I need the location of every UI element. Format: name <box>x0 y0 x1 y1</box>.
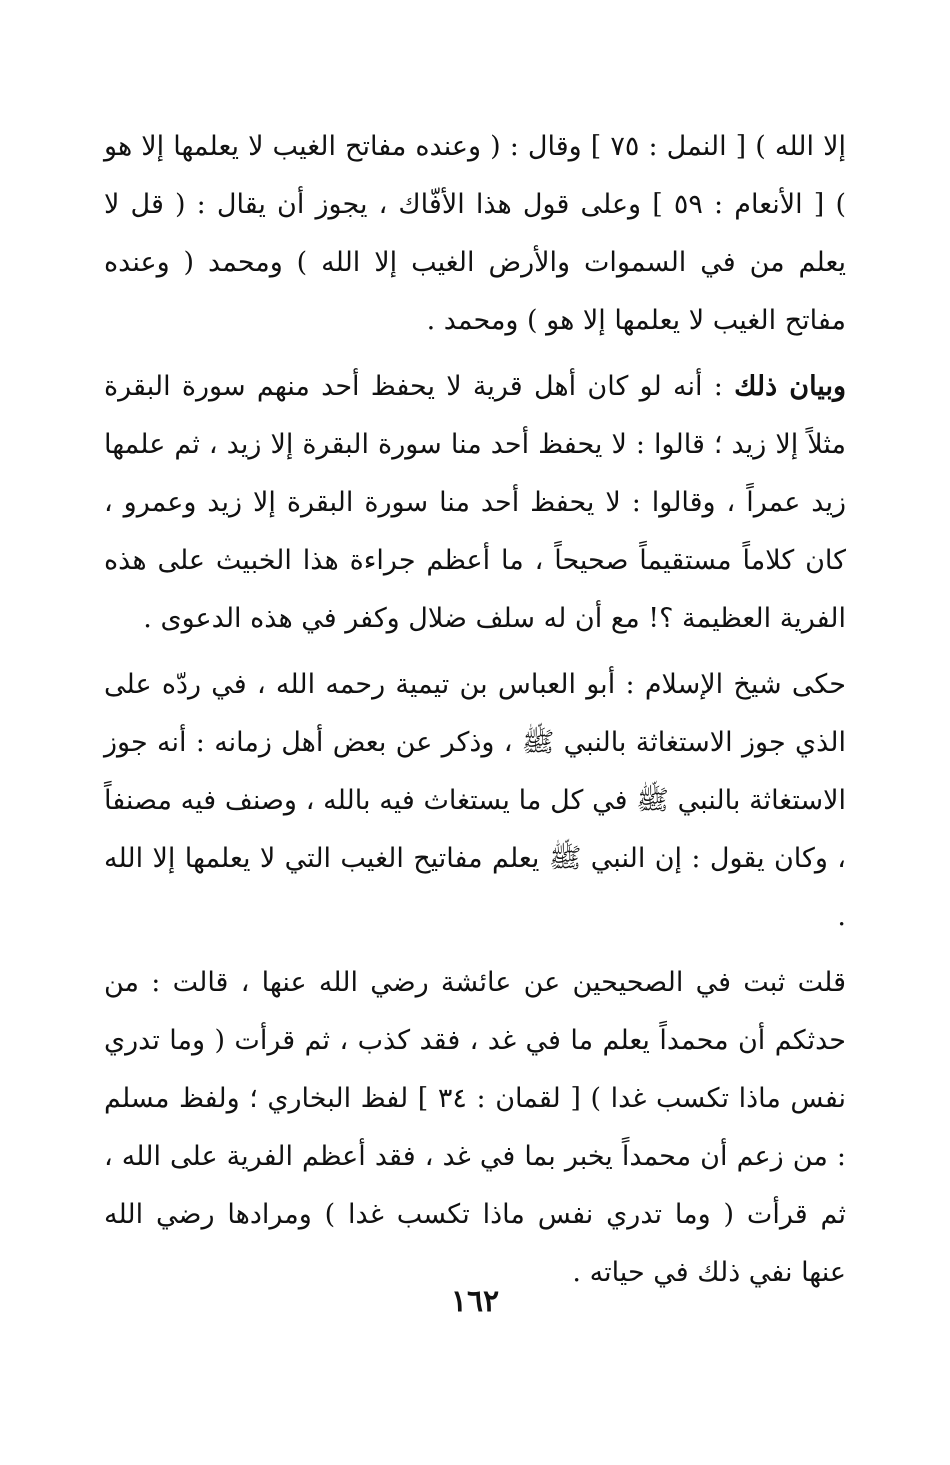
page-body <box>104 118 846 1302</box>
paragraph-4-text: قلت ثبت في الصحيحين عن عائشة رضي الله عنها ، قالت : من حدثكم أن محمداً يعلم ما في غد ، فقد كذب ، ثم قرأت ( وما تدري نفس ماذا تكسب غدا ) [ لقمان : ٣٤ ] لفظ البخاري ؛ ولفظ مسلم : من زعم أن محمداً يخبر بما في غد ، فقد أعظم الفرية على الله ، ثم قرأت ( وما تدري نفس ماذا تكسب غدا ) ومرادها رضي الله عنها نفي ذلك في حياته . <box>104 967 847 1288</box>
paragraph-1-text: إلا الله ) [ النمل : ٧٥ ] وقال : ( وعنده مفاتح الغيب لا يعلمها إلا هو ) [ الأنعام : ٥٩ ] وعلى قول هذا الأفّاك ، يجوز أن يقال : ( قل لا يعلم من في السموات والأرض الغيب إلا الله ) ومحمد ( وعنده مفاتح الغيب لا يعلمها إلا هو ) ومحمد . <box>104 131 846 336</box>
paragraph-2-lead: وبيان ذلك <box>734 371 846 402</box>
paragraph-2-text: : أنه لو كان أهل قرية لا يحفظ أحد منهم سورة البقرة مثلاً إلا زيد ؛ قالوا : لا يحفظ أحد منا سورة البقرة إلا زيد ، ثم علمها زيد عمراً ، وقالوا : لا يحفظ أحد منا سورة البقرة إلا زيد وعمرو ، كان كلاماً مستقيماً صحيحاً ، ما أعظم جراءة هذا الخبيث على هذه الفرية العظيمة ؟! مع أن له سلف ضلال وكفر في هذه الدعوى . <box>104 371 846 634</box>
paragraph-4 <box>104 954 846 1302</box>
paragraph-1 <box>104 118 846 350</box>
paragraph-2 <box>104 358 846 648</box>
paragraph-3-text: حكى شيخ الإسلام : أبو العباس بن تيمية رحمه الله ، في ردّه على الذي جوز الاستغاثة بالنبي ﷺ ، وذكر عن بعض أهل زمانه : أنه جوز الاستغاثة بالنبي ﷺ في كل ما يستغاث فيه بالله ، وصنف فيه مصنفاً ، وكان يقول : إن النبي ﷺ يعلم مفاتيح الغيب التي لا يعلمها إلا الله . <box>104 669 846 932</box>
page-number: ١٦٢ <box>450 1284 500 1319</box>
paragraph-3 <box>104 656 846 946</box>
